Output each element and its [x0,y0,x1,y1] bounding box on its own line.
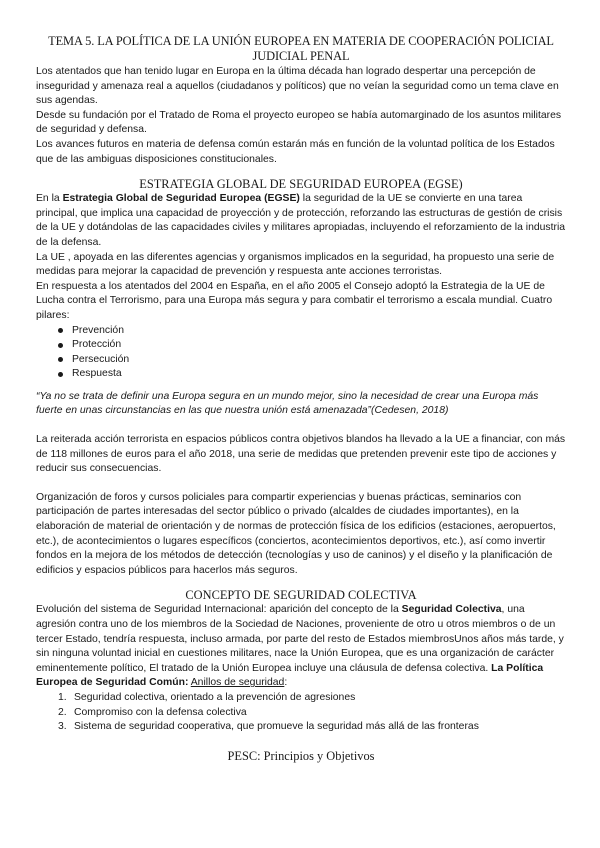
pillar-item: Persecución [58,353,566,368]
colectiva-p1-pre: Evolución del sistema de Seguridad Internacional: aparición del concepto de la [36,604,402,616]
pillar-item: Prevención [58,324,566,339]
ring-text: Sistema de seguridad cooperativa, que promueve la seguridad más allá de las fronteras [74,721,479,733]
colectiva-p1-bold: Seguridad Colectiva [401,604,502,616]
pesc-heading: PESC: Principios y Objetivos [227,748,375,763]
egse-paragraph-3: En respuesta a los atentados del 2004 en España, en el año 2005 el Consejo adoptó la Estrategia de la UE de Lucha contra el Terrorismo, para una Europa más segura y para combatir el terrorismo a escala mundial. Cuatro pilares: [36,280,553,321]
pillar-item: Protección [58,338,566,353]
intro-paragraph-3: Los avances futuros en materia de defensa común estarán más en función de la voluntad política de los Estados que de las ambiguas disposiciones constitucionales. [36,138,555,165]
title-line-1: TEMA 5. LA POLÍTICA DE LA UNIÓN EUROPEA EN MATERIA DE COOPERACIÓN POLICIAL [48,34,554,48]
pillars-list [36,324,566,382]
ring-number: 3. [58,721,67,733]
quote-text: “Ya no se trata de definir una Europa segura en un mundo mejor, sino la necesidad de crear una Europa más fuerte en unas circunstancias en las que nuestra unión está amenazada” [36,390,539,417]
colectiva-p1-end: : [284,677,288,689]
egse-heading: ESTRATEGIA GLOBAL DE SEGURIDAD EUROPEA (EGSE) [139,177,463,192]
ring-text: Compromiso con la defensa colectiva [74,706,247,718]
title-line-2: JUDICIAL PENAL [252,49,350,63]
egse-paragraph-5: Organización de foros y cursos policiales para compartir experiencias y buenas prácticas, seminarios con participación de partes interesadas del sector público o privado (alcaldes de ciudades importantes), en la elaboración de material de orientación y de normas de protección física de los edificios (estaciones, aeropuertos, etc.), de acontecimientos o lugares específicos (conciertos, acontecimientos deportivos, etc.), así como invertir fondos en la mejora de los métodos de detección (tecnologías y uso de caninos) y el diseño y la planificación de edificios y espacios públicos para hacerlos más seguros. [36,491,556,576]
ring-number: 1. [58,691,67,703]
ring-item [58,720,566,735]
colectiva-p1-bold2: La Política Europea de Seguridad Común: [36,662,544,689]
ring-item [58,691,566,706]
colectiva-paragraph-1 [36,603,566,691]
egse-quote [36,390,566,419]
egse-p1-post: la seguridad de la UE se convierte en una tarea principal, que implica una capacidad de proyección y de protección, reforzando las estructuras de gestión de crisis de la UE y dotándolas de las capacidades civiles y militares apropiadas, incluyendo el reforzamiento de la industria de la defensa. [36,193,566,248]
quote-citation: (Cedesen, 2018) [371,405,449,417]
rings-list [36,691,566,735]
intro-paragraph-2: Desde su fundación por el Tratado de Roma el proyecto europeo se había automarginado de los asuntos militares de seguridad y defensa. [36,109,562,136]
egse-paragraph-4: La reiterada acción terrorista en espacios públicos contra objetivos blandos ha llevado a la UE a financiar, con más de 118 millones de euros para el año 2018, una serie de medidas que pretenden prevenir este tipo de acciones y reducir sus consecuencias. [36,434,566,475]
egse-paragraph-1 [36,192,566,250]
colectiva-p1-underline: Anillos de seguridad [190,677,285,689]
egse-p1-bold: Estrategia Global de Seguridad Europea (EGSE) [62,193,300,205]
ring-number: 2. [58,706,67,718]
pillar-item: Respuesta [58,367,566,382]
ring-text: Seguridad colectiva, orientado a la prevención de agresiones [74,691,356,703]
document-title [36,34,566,64]
egse-paragraph-2: La UE , apoyada en las diferentes agencias y organismos implicados en la seguridad, ha propuesto una serie de medidas para mejorar la capacidad de prevención y respuesta ante acciones terroristas. [36,251,555,278]
colectiva-p1-mid: , una agresión contra uno de los miembros de la Sociedad de Naciones, proveniente de otro u otros miembros o de un tercer Estado, tendría respuesta, incluso armada, por parte del resto de Estados miembrosUnos años más tarde, y sin ninguna voluntad inicial en cuestiones militares, nace la Unión Europea, que es una organización de carácter eminentemente político, El tratado de la Unión Europea incluye una cláusula de defensa colectiva. [36,604,564,674]
colectiva-heading: CONCEPTO DE SEGURIDAD COLECTIVA [185,588,417,603]
ring-item [58,706,566,721]
egse-p1-pre: En la [36,193,63,205]
intro-paragraph-1: Los atentados que han tenido lugar en Europa en la última década han logrado despertar una percepción de inseguridad y amenaza real a aquellos (ciudadanos y políticos) que no veían la seguridad como un tema clave en sus agendas. [36,66,559,107]
